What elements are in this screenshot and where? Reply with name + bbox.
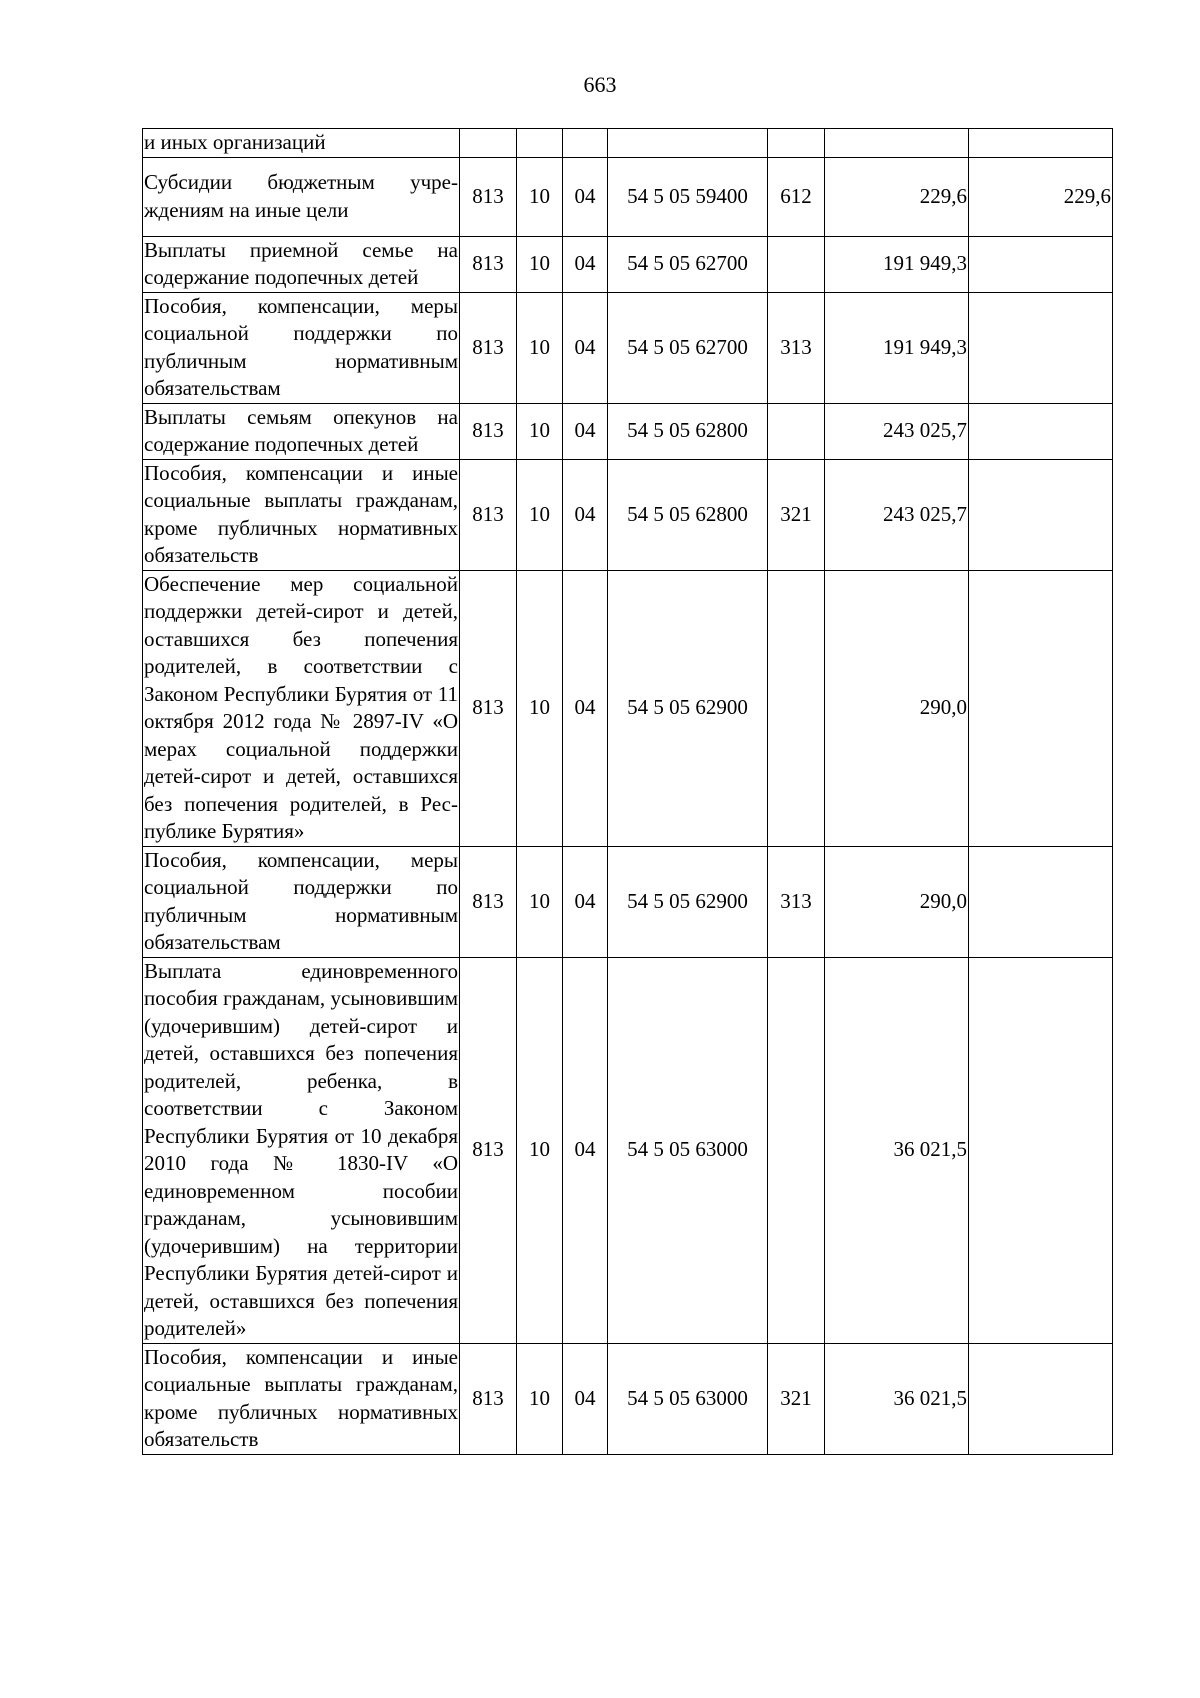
target-article-code: 54 5 05 63000 [608,1343,768,1454]
row-description: Выплаты семьям опекунов на содержание подопечных детей [143,403,460,459]
row-description: Пособия, компенсации и иные социальные выплаты гражданам, кроме публичных нормативных обязательств [143,459,460,570]
amount-total: 36 021,5 [825,1343,969,1454]
row-description: Обеспечение мер социальной поддержки детей-сирот и детей, оставшихся без попечения родителей, в соответствии с Законом Республики Бурятия от 11 октября 2012 года № 2897-IV «О мерах социальной поддержки детей-сирот и детей, оставшихся без попечения родителей, в Республике Бурятия» [143,570,460,846]
admin-code: 813 [460,236,517,292]
subsection-code: 04 [563,403,608,459]
table-row [143,459,1113,570]
target-article-code: 54 5 05 62800 [608,459,768,570]
amount-total: 290,0 [825,846,969,957]
expense-type-code [768,236,825,292]
admin-code: 813 [460,459,517,570]
section-code: 10 [517,403,563,459]
table-row [143,129,1113,158]
amount-total: 243 025,7 [825,459,969,570]
expense-type-code [768,129,825,158]
admin-code: 813 [460,403,517,459]
section-code: 10 [517,459,563,570]
admin-code: 813 [460,957,517,1343]
amount-subvention [969,570,1113,846]
section-code: 10 [517,846,563,957]
row-description: Субсидии бюджетным учреждениям на иные цели [143,157,460,236]
expense-type-code [768,403,825,459]
section-code: 10 [517,292,563,403]
amount-total [825,129,969,158]
amount-total: 191 949,3 [825,292,969,403]
amount-subvention: 229,6 [969,157,1113,236]
amount-total: 229,6 [825,157,969,236]
row-description: Выплаты приемной семье на содержание подопечных детей [143,236,460,292]
table-row [143,1343,1113,1454]
amount-subvention [969,957,1113,1343]
expense-type-code: 321 [768,459,825,570]
row-description: Пособия, компенсации, меры социальной поддержки по публичным нормативным обязательствам [143,292,460,403]
subsection-code: 04 [563,846,608,957]
table-row [143,957,1113,1343]
amount-subvention [969,129,1113,158]
budget-table [142,128,1113,1455]
amount-total: 290,0 [825,570,969,846]
subsection-code: 04 [563,1343,608,1454]
amount-subvention [969,403,1113,459]
table-row [143,157,1113,236]
subsection-code: 04 [563,957,608,1343]
table-row [143,403,1113,459]
section-code [517,129,563,158]
target-article-code: 54 5 05 62800 [608,403,768,459]
amount-total: 36 021,5 [825,957,969,1343]
expense-type-code: 612 [768,157,825,236]
subsection-code: 04 [563,292,608,403]
row-description: Выплата единовременного пособия гражданам, усыновившим (удочерившим) детей-сирот и детей, оставшихся без попечения родителей, ребенка, в соответствии с Законом Республики Бурятия от 10 декабря 2010 года № 1830-IV «О единовременном пособии гражданам, усыновившим (удочерившим) на территории Республики Бурятия детей-сирот и детей, оставшихся без попечения родителей» [143,957,460,1343]
section-code: 10 [517,157,563,236]
amount-subvention [969,292,1113,403]
expense-type-code [768,957,825,1343]
section-code: 10 [517,570,563,846]
subsection-code: 04 [563,236,608,292]
admin-code: 813 [460,292,517,403]
expense-type-code: 313 [768,846,825,957]
target-article-code: 54 5 05 62900 [608,570,768,846]
row-description: и иных организаций [143,129,460,158]
table-row [143,292,1113,403]
amount-subvention [969,459,1113,570]
target-article-code: 54 5 05 63000 [608,957,768,1343]
subsection-code: 04 [563,459,608,570]
section-code: 10 [517,957,563,1343]
subsection-code: 04 [563,570,608,846]
subsection-code [563,129,608,158]
amount-total: 191 949,3 [825,236,969,292]
admin-code: 813 [460,570,517,846]
amount-total: 243 025,7 [825,403,969,459]
page-number: 663 [583,72,617,97]
admin-code [460,129,517,158]
target-article-code: 54 5 05 59400 [608,157,768,236]
amount-subvention [969,846,1113,957]
table-row [143,846,1113,957]
table-row [143,236,1113,292]
amount-subvention [969,1343,1113,1454]
target-article-code: 54 5 05 62700 [608,292,768,403]
expense-type-code: 321 [768,1343,825,1454]
row-description: Пособия, компенсации, меры социальной поддержки по публичным нормативным обязательствам [143,846,460,957]
table-row [143,570,1113,846]
subsection-code: 04 [563,157,608,236]
target-article-code: 54 5 05 62900 [608,846,768,957]
expense-type-code: 313 [768,292,825,403]
row-description: Пособия, компенсации и иные социальные выплаты гражданам, кроме публичных нормативных обязательств [143,1343,460,1454]
admin-code: 813 [460,1343,517,1454]
section-code: 10 [517,1343,563,1454]
amount-subvention [969,236,1113,292]
expense-type-code [768,570,825,846]
section-code: 10 [517,236,563,292]
admin-code: 813 [460,846,517,957]
admin-code: 813 [460,157,517,236]
target-article-code [608,129,768,158]
target-article-code: 54 5 05 62700 [608,236,768,292]
